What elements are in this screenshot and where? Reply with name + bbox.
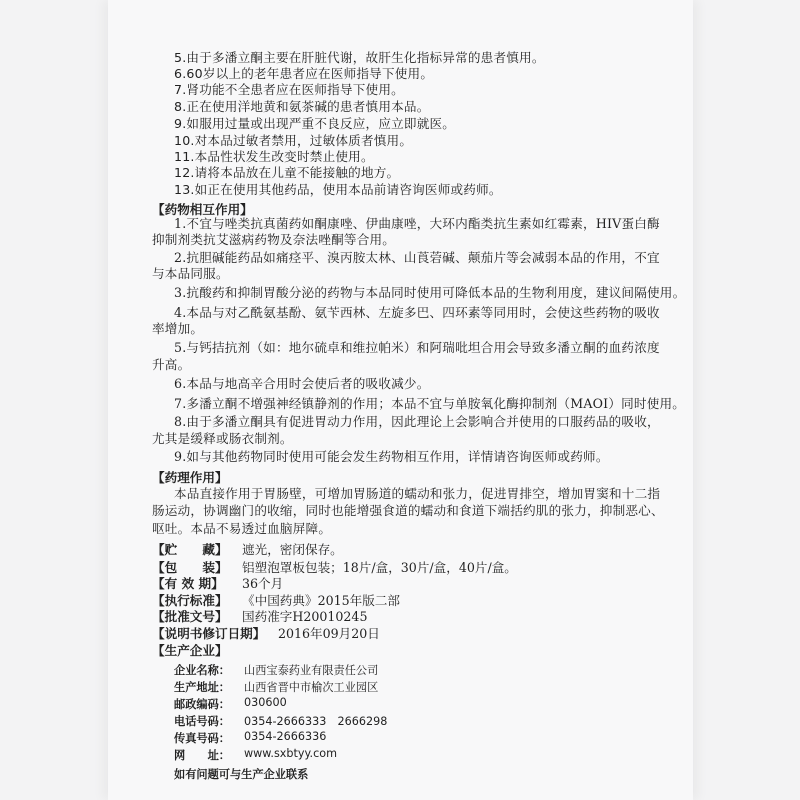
revision-date-value: 2016年09月20日 <box>278 626 380 642</box>
precaution-item: 11.本品性状发生改变时禁止使用。 <box>174 148 374 164</box>
precaution-item: 12.请将本品放在儿童不能接触的地方。 <box>174 165 400 181</box>
interaction-line: 1.不宜与唑类抗真菌药如酮康唑、伊曲康唑，大环内酯类抗生素如红霉素，HIV蛋白酶 <box>174 215 660 231</box>
manufacturer-row-label: 传真号码： <box>174 732 230 745</box>
approval-label: 【批准文号】 <box>152 609 228 625</box>
manufacturer-footer: 如有问题可与生产企业联系 <box>174 768 309 781</box>
storage-value: 遮光，密闭保存。 <box>242 542 343 558</box>
manufacturer-row-label: 生产地址： <box>174 681 230 694</box>
leaflet-page <box>108 0 693 800</box>
standard-value: 《中国药典》2015年版二部 <box>242 593 400 609</box>
interaction-line: 5.与钙拮抗剂（如：地尔硫卓和维拉帕米）和阿瑞吡坦合用会导致多潘立酮的血药浓度 <box>174 339 660 355</box>
interaction-line: 4.本品与对乙酰氨基酚、氨苄西林、左旋多巴、四环素等同用时，会使这些药物的吸收 <box>174 304 660 320</box>
precaution-item: 7.肾功能不全患者应在医师指导下使用。 <box>174 82 404 98</box>
revision-date-label: 【说明书修订日期】 <box>152 626 266 642</box>
manufacturer-row-value: 山西宝泰药业有限责任公司 <box>244 664 379 677</box>
manufacturer-row-label: 电话号码： <box>174 715 230 728</box>
pharmacology-line: 肠运动，协调幽门的收缩，同时也能增强食道的蠕动和食道下端括约肌的张力，抑制恶心、 <box>152 503 664 519</box>
pharmacology-line: 呕吐。本品不易透过血脑屏障。 <box>152 520 332 536</box>
packaging-value: 铝塑泡罩板包装；18片/盒，30片/盒，40片/盒。 <box>242 559 517 575</box>
interaction-line: 抑制剂类抗艾滋病药物及奈法唑酮等合用。 <box>152 231 396 247</box>
manufacturer-row-label: 网 址： <box>174 749 230 762</box>
precaution-item: 13.如正在使用其他药品，使用本品前请咨询医师或药师。 <box>174 182 502 198</box>
manufacturer-row-label: 企业名称： <box>174 664 230 677</box>
interaction-line: 8.由于多潘立酮具有促进胃动力作用，因此理论上会影响合并使用的口服药品的吸收， <box>174 413 660 429</box>
manufacturer-row-label: 邮政编码： <box>174 698 230 711</box>
interaction-line: 6.本品与地高辛合用时会使后者的吸收减少。 <box>174 375 430 391</box>
precaution-item: 6.60岁以上的老年患者应在医师指导下使用。 <box>174 66 434 82</box>
precaution-item: 5.由于多潘立酮主要在肝脏代谢，故肝生化指标异常的患者慎用。 <box>174 50 545 65</box>
pharmacology-heading: 【药理作用】 <box>152 470 228 486</box>
interaction-line: 升高。 <box>152 356 191 372</box>
pharmacology-line: 本品直接作用于胃肠壁，可增加胃肠道的蠕动和张力，促进胃排空，增加胃窦和十二指 <box>174 485 661 501</box>
interactions-heading: 【药物相互作用】 <box>152 201 253 217</box>
interaction-line: 与本品同服。 <box>152 266 229 282</box>
shelf-life-value: 36个月 <box>242 576 284 592</box>
manufacturer-row-value: www.sxbtyy.com <box>244 747 338 760</box>
interaction-line: 3.抗酸药和抑制胃酸分泌的药物与本品同时使用可降低本品的生物利用度，建议间隔使用。 <box>174 285 686 301</box>
interaction-line: 2.抗胆碱能药品如痛痉平、溴丙胺太林、山莨菪碱、颠茄片等会减弱本品的作用，不宜 <box>174 250 660 266</box>
manufacturer-row-value: 030600 <box>244 696 287 709</box>
interaction-line: 尤其是缓释或肠衣制剂。 <box>152 430 293 446</box>
interaction-line: 9.如与其他药物同时使用可能会发生药物相互作用，详情请咨询医师或药师。 <box>174 449 609 465</box>
precaution-item: 8.正在使用洋地黄和氨茶碱的患者慎用本品。 <box>174 98 430 114</box>
manufacturer-row-value: 山西省晋中市榆次工业园区 <box>244 681 379 694</box>
shelf-life-label: 【有 效 期】 <box>152 576 224 592</box>
packaging-label: 【包 装】 <box>152 559 228 575</box>
manufacturer-heading: 【生产企业】 <box>152 643 228 658</box>
interaction-line: 7.多潘立酮不增强神经镇静剂的作用；本品不宜与单胺氧化酶抑制剂（MAOI）同时使用。 <box>174 395 686 411</box>
manufacturer-row-value: 0354-2666336 <box>244 730 327 743</box>
precaution-item: 9.如服用过量或出现严重不良反应，应立即就医。 <box>174 115 456 131</box>
interaction-line: 率增加。 <box>152 320 204 336</box>
storage-label: 【贮 藏】 <box>152 542 228 558</box>
standard-label: 【执行标准】 <box>152 593 228 609</box>
precaution-item: 10.对本品过敏者禁用，过敏体质者慎用。 <box>174 132 413 148</box>
approval-value: 国药准字H20010245 <box>242 609 368 625</box>
manufacturer-row-value: 0354-2666333 2666298 <box>244 715 388 728</box>
